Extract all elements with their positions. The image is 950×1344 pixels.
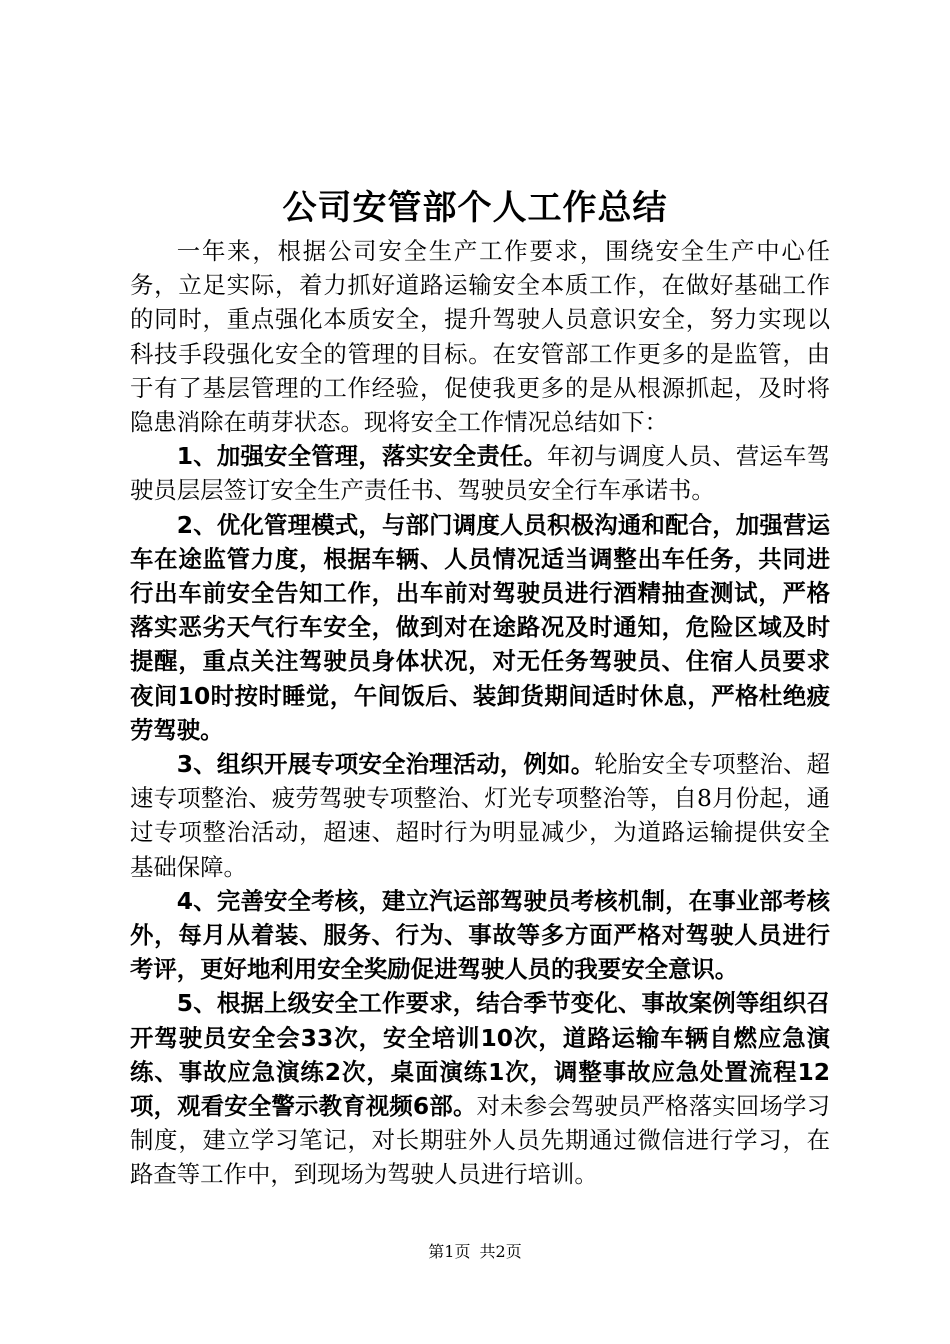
item-heading: 2、优化管理模式，与部门调度人员积极沟通和配合，加强营运车在途监管力度，根据车辆、人员情况适当调整出车任务，共同进行出车前安全告知工作，出车前对驾驶员进行酒精抽查测试，严格落实恶劣天气行车安全，做到对在途路况及时通知，危险区域及时提醒，重点关注驾驶员身体状况，对无任务驾驶员、住宿人员要求夜间10时按时睡觉，午间饭后、装卸货期间适时休息，严格杜绝疲劳驾驶。 xyxy=(130,510,830,744)
document-title: 公司安管部个人工作总结 xyxy=(282,188,668,228)
item-text: 轮胎安全专项整治、超速专项整治、疲劳驾驶专项整治、灯光专项整治等，自8月份起，通过专项整治活动，超速、超时行为明显减少，为道路运输提供安全基础保障。 xyxy=(130,750,830,881)
page-footer: 第1页 共2页 xyxy=(428,1242,522,1261)
item-paragraph-3 xyxy=(130,747,830,884)
document-body xyxy=(130,234,830,1192)
item-heading: 3、组织开展专项安全治理活动，例如。 xyxy=(176,750,595,779)
item-heading: 4、完善安全考核，建立汽运部驾驶员考核机制，在事业部考核外，每月从着装、服务、行为、事故等多方面严格对驾驶人员进行考评，更好地利用安全奖励促进驾驶人员的我要安全意识。 xyxy=(130,886,830,984)
item-paragraph-5 xyxy=(130,986,830,1191)
item-paragraph-2 xyxy=(130,508,830,747)
item-heading: 1、加强安全管理，落实安全责任。 xyxy=(176,442,548,471)
intro-paragraph: 一年来，根据公司安全生产工作要求，围绕安全生产中心任务，立足实际，着力抓好道路运输安全本质工作，在做好基础工作的同时，重点强化本质安全，提升驾驶人员意识安全，努力实现以科技手段强化安全的管理的目标。在安管部工作更多的是监管，由于有了基层管理的工作经验，促使我更多的是从根源抓起，及时将隐患消除在萌芽状态。现将安全工作情况总结如下： xyxy=(130,237,830,437)
item-paragraph-1 xyxy=(130,439,830,507)
item-paragraph-4 xyxy=(130,884,830,987)
item-heading: 5、根据上级安全工作要求，结合季节变化、事故案例等组织召开驾驶员安全会33次，安全培训10次，道路运输车辆自燃应急演练、事故应急演练2次，桌面演练1次，调整事故应急处置流程12项，观看安全警示教育视频6部。 xyxy=(130,989,830,1121)
item-text: 对未参会驾驶员严格落实回场学习制度，建立学习笔记，对长期驻外人员先期通过微信进行学习，在路查等工作中，到现场为驾驶人员进行培训。 xyxy=(130,1092,830,1189)
item-text: 年初与调度人员、营运车驾驶员层层签订安全生产责任书、驾驶员安全行车承诺书。 xyxy=(130,442,831,505)
